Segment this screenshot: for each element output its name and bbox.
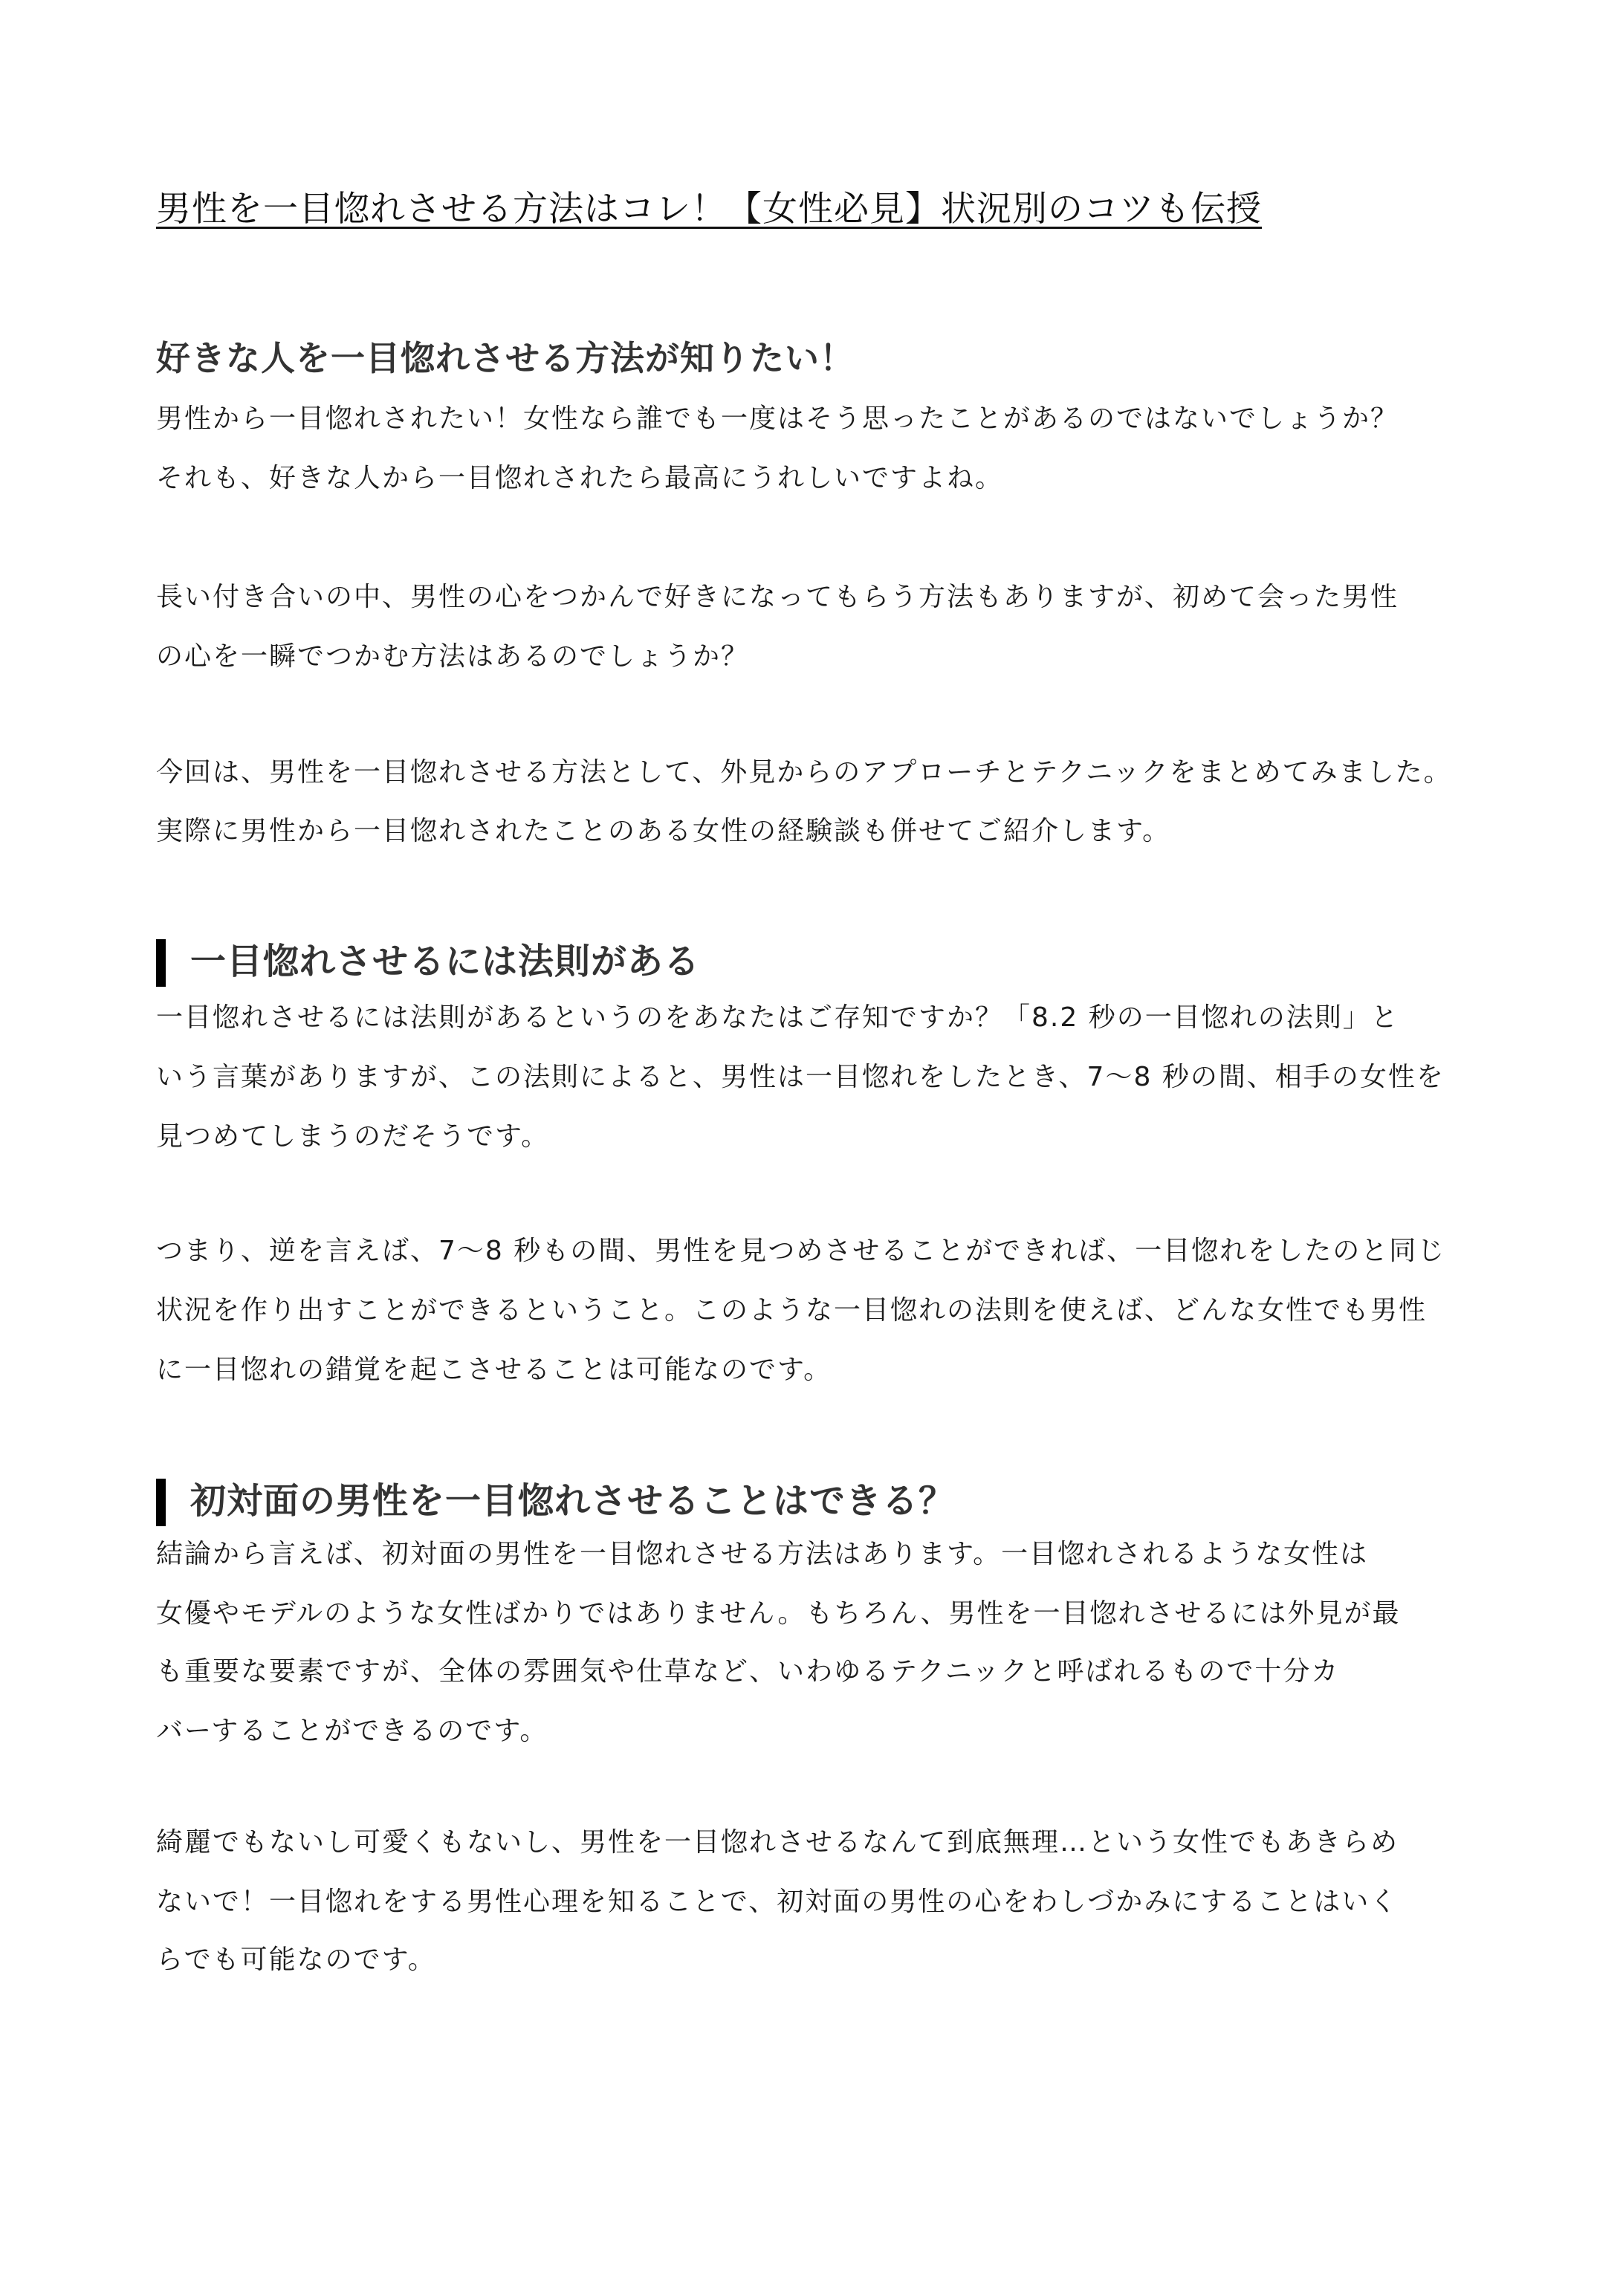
paragraph-line: 結論から言えば、初対面の男性を一目惚れさせる方法はあります。一目惚れされるような女性は — [156, 1539, 1369, 1569]
paragraph-line: 長い付き合いの中、男性の心をつかんで好きになってもらう方法もありますが、初めて会った男性 — [156, 582, 1399, 612]
paragraph-line: それも、好きな人から一目惚れされたら最高にうれしいですよね。 — [156, 463, 1004, 493]
paragraph-line: つまり、逆を言えば、7～8 秒もの間、男性を見つめさせることができれば、一目惚れをしたのと同じ — [156, 1236, 1446, 1266]
paragraph-line: 状況を作り出すことができるということ。このような一目惚れの法則を使えば、どんな女性でも男性 — [156, 1295, 1428, 1326]
paragraph-line: 実際に男性から一目惚れされたことのある女性の経験談も併せてご紹介します。 — [156, 816, 1171, 846]
paragraph-line: の心を一瞬でつかむ方法はあるのでしょうか？ — [156, 641, 750, 672]
paragraph-line: バーすることができるのです。 — [156, 1716, 548, 1746]
paragraph-line: 女優やモデルのような女性ばかりではありません。もちろん、男性を一目惚れさせるには外見が最 — [156, 1598, 1401, 1629]
paragraph-line: らでも可能なのです。 — [156, 1945, 436, 1975]
paragraph-line: いう言葉がありますが、この法則によると、男性は一目惚れをしたとき、7～8 秒の間、相手の女性を — [156, 1062, 1445, 1092]
paragraph-line: 今回は、男性を一目惚れさせる方法として、外見からのアプローチとテクニックをまとめてみました。 — [156, 757, 1452, 788]
paragraph-line: に一目惚れの錯覚を起こさせることは可能なのです。 — [156, 1355, 832, 1385]
paragraph-line: 見つめてしまうのだそうです。 — [156, 1121, 550, 1152]
section-heading: 好きな人を一目惚れさせる方法が知りたい！ — [156, 338, 855, 378]
section-heading: 一目惚れさせるには法則がある — [156, 939, 700, 984]
document-title: 男性を一目惚れさせる方法はコレ！【女性必見】状況別のコツも伝授 — [156, 189, 1262, 230]
paragraph-line: も重要な要素ですが、全体の雰囲気や仕草など、いわゆるテクニックと呼ばれるもので十分カ — [156, 1656, 1340, 1687]
paragraph-line: 綺麗でもないし可愛くもないし、男性を一目惚れさせるなんて到底無理…という女性でもあきらめ — [156, 1827, 1399, 1858]
paragraph-line: ないで！一目惚れをする男性心理を知ることで、初対面の男性の心をわしづかみにすることはいく — [156, 1887, 1399, 1917]
paragraph-line: 一目惚れさせるには法則があるというのをあなたはご存知ですか？「8.2 秒の一目惚れの法則」と — [156, 1002, 1399, 1033]
paragraph-line: 男性から一目惚れされたい！女性なら誰でも一度はそう思ったことがあるのではないでしょうか？ — [156, 403, 1399, 434]
section-heading: 初対面の男性を一目惚れさせることはできる？ — [156, 1479, 955, 1523]
